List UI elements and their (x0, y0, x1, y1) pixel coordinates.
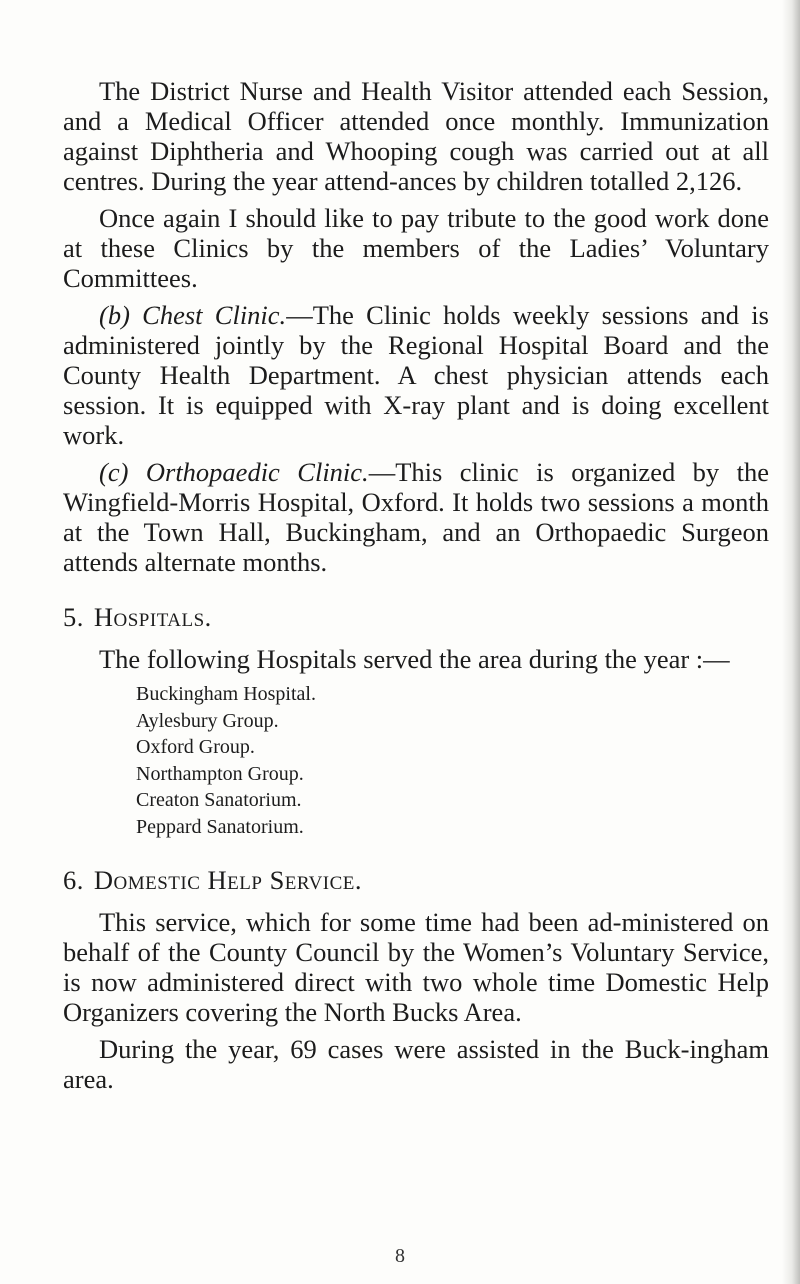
orthopaedic-clinic-label: (c) Orthopaedic Clinic. (99, 457, 369, 487)
section-number: 6. (63, 865, 84, 895)
list-item: Buckingham Hospital. (136, 683, 316, 705)
section-title: Hospitals. (93, 602, 212, 632)
page-number: 8 (395, 1245, 405, 1267)
paragraph-tribute: Once again I should like to pay tribute to the good work done at these Clinics by the members of the Ladies’ Voluntary Committees. (63, 203, 769, 293)
section-heading-domestic-help (63, 865, 769, 895)
paragraph-domestic-help-cases: During the year, 69 cases were assisted in the Buck-ingham area. (63, 1034, 769, 1094)
chest-clinic-text: —The Clinic holds weekly sessions and is administered jointly by the Regional Hospital Board and the County Health Department. A chest physician attends each session. It is equipped with X-ray plant and is doing excellent work. (63, 300, 769, 450)
hospitals-intro: The following Hospitals served the area during the year :— (99, 644, 730, 674)
list-item: Northampton Group. (136, 762, 304, 785)
hospitals-list (136, 681, 769, 840)
section-title: Domestic Help Service. (93, 865, 363, 895)
chest-clinic-label: (b) Chest Clinic. (99, 300, 287, 330)
list-item: Peppard Sanatorium. (136, 815, 304, 838)
body-text (63, 76, 769, 1101)
paragraph-domestic-help-service: This service, which for some time had been ad-ministered on behalf of the County Council by the Women’s Voluntary Service, is now administered direct with two whole time Domestic Help Organizers covering the North Bucks Area. (63, 907, 769, 1027)
paragraph-clinic-attendance: The District Nurse and Health Visitor attended each Session, and a Medical Officer attended once monthly. Immunization against Diphtheria and Whooping cough was carried out at all centres. During the year attend-ances by children totalled 2,126. (63, 76, 769, 196)
orthopaedic-clinic-text: —This clinic is organized by the Wingfield-Morris Hospital, Oxford. It holds two sessions a month at the Town Hall, Buckingham, and an Orthopaedic Surgeon attends alternate months. (63, 457, 769, 577)
paragraph-chest-clinic (63, 300, 769, 450)
list-item: Oxford Group. (136, 736, 255, 758)
section-number: 5. (63, 602, 84, 632)
section-heading-hospitals (63, 602, 769, 632)
list-item: Creaton Sanatorium. (136, 789, 302, 811)
list-item: Aylesbury Group. (136, 709, 279, 732)
page-edge-shadow (782, 0, 800, 1284)
paragraph-orthopaedic-clinic (63, 457, 769, 577)
